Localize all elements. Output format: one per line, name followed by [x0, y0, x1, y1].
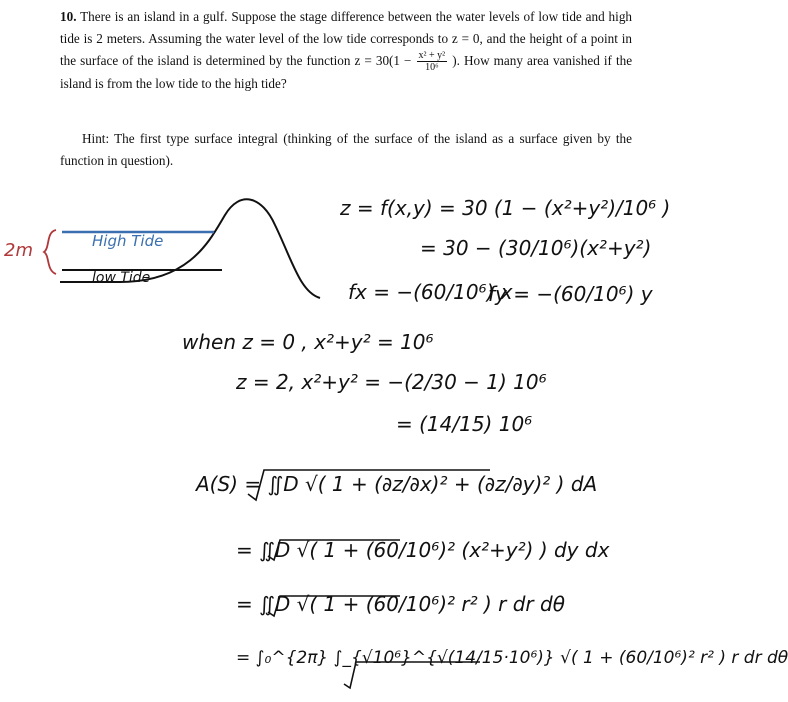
work-line-1: z = f(x,y) = 30 (1 − (x²+y²)/10⁶ )	[340, 196, 671, 220]
fraction-denominator: 10⁶	[425, 62, 439, 74]
problem-line-3: tide corresponds to z = 0, and the height of a point in the surface of the island	[60, 31, 633, 68]
brace-icon	[44, 230, 56, 274]
work-line-3a: fx = −(60/10⁶) x	[348, 280, 513, 304]
problem-line-1: There is an island in a gulf. Suppose the stage difference between the water	[80, 9, 485, 24]
problem-number: 10.	[60, 9, 77, 24]
work-line-9: = ∬D √( 1 + (60/10⁶)² r² ) r dr dθ	[236, 592, 565, 616]
problem-line-4a: is determined by the function z = 30(1 −	[192, 53, 412, 68]
work-line-8: = ∬D √( 1 + (60/10⁶)² (x²+y²) ) dy dx	[236, 538, 610, 562]
problem-line-2: levels of low tide and high tide is 2 meters. Assuming the water level of the low	[60, 9, 633, 46]
problem-line-5: island is from the low tide to the high tide?	[60, 76, 287, 92]
work-line-4: when z = 0 , x²+y² = 10⁶	[182, 330, 434, 354]
work-line-6: = (14/15) 10⁶	[396, 412, 533, 436]
low-tide-label: low Tide	[92, 270, 151, 286]
work-line-5: z = 2, x²+y² = −(2/30 − 1) 10⁶	[236, 370, 547, 394]
fraction-numerator: x² + y²	[418, 50, 446, 62]
side-label-2m: 2m	[4, 240, 33, 261]
high-tide-label: High Tide	[92, 232, 164, 250]
work-line-3b: fy = −(60/10⁶) y	[488, 282, 653, 306]
problem-line-4b: ). How many area vanished if the	[452, 53, 633, 68]
hint-line-1: Hint: The first type surface integral (thinking of the surface of the island as a	[82, 131, 515, 146]
work-line-2: = 30 − (30/10⁶)(x²+y²)	[420, 236, 652, 260]
work-line-10: = ∫₀^{2π} ∫_{√10⁶}^{√(14/15·10⁶)} √( 1 + (60/10⁶)² r² ) r dr dθ	[236, 648, 788, 668]
work-line-7: A(S) = ∬D √( 1 + (∂z/∂x)² + (∂z/∂y)² ) dA	[196, 472, 598, 496]
hint-line-2: surface given by the function in question).	[60, 131, 632, 168]
